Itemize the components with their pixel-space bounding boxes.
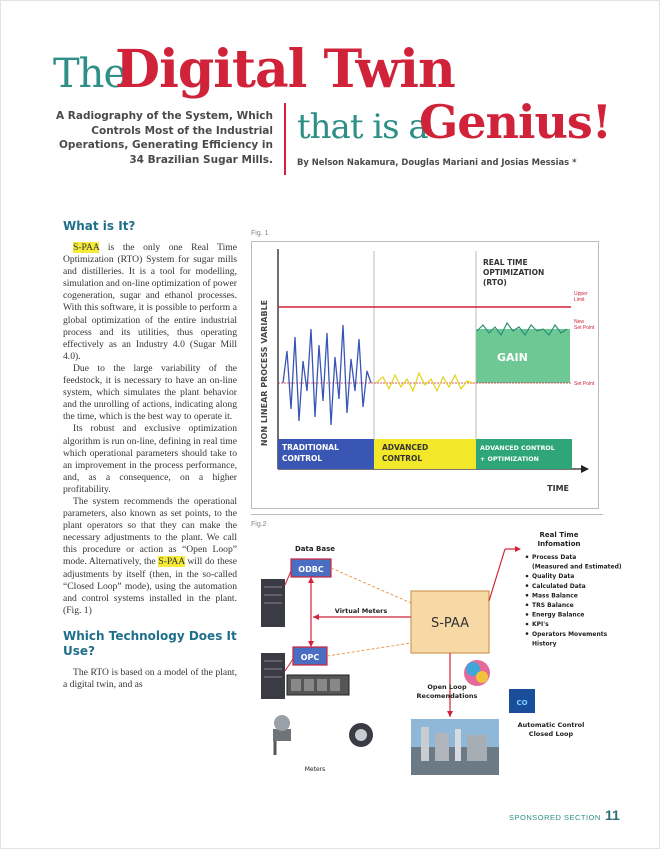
fig2-virtual-meters-label: Virtual Meters xyxy=(334,607,388,615)
fig2-info-list xyxy=(526,554,622,647)
fig2-info-item: KPI's xyxy=(532,621,549,629)
fig2-meters-label: Meters xyxy=(304,766,326,773)
paragraph xyxy=(63,242,237,363)
fig2-info-item: Operators Movements xyxy=(532,630,608,638)
section-heading-technology: Which Technology Does It Use? xyxy=(63,628,237,658)
fig2-controller-module xyxy=(291,679,301,691)
fig2-info-item: Process Data xyxy=(532,554,577,561)
fig2-opc-label: OPC xyxy=(300,653,320,662)
title-line-1 xyxy=(53,39,643,99)
fig1-rto-title-3: (RTO) xyxy=(483,278,507,287)
article-column xyxy=(63,219,237,691)
fig1-gain-label: GAIN xyxy=(497,351,528,364)
fig2-info-bullet xyxy=(526,623,529,626)
fig2-arrowhead xyxy=(313,614,319,620)
fig2-info-bullet xyxy=(526,632,529,635)
fig1-new-set-point-label-1: New xyxy=(574,319,585,325)
fig2-plant-tower xyxy=(435,733,449,761)
fig2-info-item: Mass Balance xyxy=(532,592,578,600)
fig1-label: Fig. 1 xyxy=(251,230,269,237)
fig2-plant-tower xyxy=(421,727,429,761)
fig2-auto-control-label-1: Automatic Control xyxy=(517,721,585,729)
fig2-info-bullet xyxy=(526,613,529,616)
fig2-rti-link xyxy=(489,549,505,601)
article-body xyxy=(63,242,237,617)
fig2-info-item: (Measured and Estimated) xyxy=(532,563,622,571)
fig2-rti-label-2: Infomation xyxy=(537,540,581,548)
title-genius: Genius! xyxy=(419,95,612,149)
fig2-meter-gauge-icon xyxy=(274,715,290,731)
fig1-rto-title-2: OPTIMIZATION xyxy=(483,268,545,277)
figure-divider xyxy=(251,514,603,515)
fig1-advanced-label-1: ADVANCED xyxy=(382,443,429,452)
fig2-arrowhead xyxy=(515,546,521,552)
paragraph: Due to the large variability of the feedstock, it is necessary to have an on-line system, which simulates the plant behavior and the unrolling of actions, indicating along the time, which is the best way to operate it. xyxy=(63,362,237,423)
fig2-info-bullet xyxy=(526,604,529,607)
fig2-info-item: Calculated Data xyxy=(532,582,586,590)
fig2-open-loop-label-2: Recomendations xyxy=(416,692,478,700)
footer-section-label: SPONSORED SECTION xyxy=(509,813,601,822)
fig2-color-wheel-segment xyxy=(476,671,488,683)
fig2-meter-sensor-face xyxy=(355,729,367,741)
fig2-plant-tower xyxy=(467,735,487,761)
fig1-upper-limit-label-1: Upper xyxy=(574,291,588,297)
fig2-info-item: Quality Data xyxy=(532,573,575,581)
fig2-controller-module xyxy=(304,679,314,691)
paragraph xyxy=(63,496,237,617)
fig2-connector xyxy=(285,571,291,585)
highlighted-term: S-PAA xyxy=(158,556,185,568)
fig2-plant-tower xyxy=(455,729,461,761)
paragraph: The RTO is based on a model of the plant, a digital twin, and as xyxy=(63,666,237,690)
section-heading-what-is-it: What is It? xyxy=(63,219,136,233)
fig1-x-axis-label: TIME xyxy=(547,484,569,493)
fig1-advopt-band xyxy=(476,439,572,469)
fig2-odbc-label: ODBC xyxy=(298,565,324,574)
paragraph-text: is the only one Real Time Optimization (RTO) System for sugar mills and distilleries. It is a tool for modelling, simulation and on-line optimization of power cogeneration, sugar and ethanol processes. With this software, it is possible to perform a global optimization of the entire industrial process and its utilities, thus operating effectively as an Industry 4.0 (Sugar Mill 4.0). xyxy=(63,242,237,362)
subtitle: A Radiography of the System, Which Controls Most of the Industrial Operations, Generating Efficiency in 34 Brazilian Sugar Mills. xyxy=(56,110,273,166)
fig1-advopt-label-1: ADVANCED CONTROL xyxy=(480,445,555,452)
fig2-arrowhead xyxy=(308,577,314,583)
fig1-diagram xyxy=(251,241,599,509)
fig2-arrowhead xyxy=(447,711,453,717)
fig2-spaa-label: S-PAA xyxy=(430,616,470,631)
fig2-rti-label-1: Real Time xyxy=(539,531,579,539)
fig2-info-bullet xyxy=(526,575,529,578)
fig2-opc-spaa-link xyxy=(327,643,411,656)
fig2-diagram xyxy=(251,521,622,789)
fig2-info-bullet xyxy=(526,594,529,597)
fig1-set-point-label: Set Point xyxy=(574,381,595,387)
paragraph-text: The system recommends the operational parameters, also known as set points, to the plant operators so that they can make the necessary adjustments to the plant. We call this procedure or action as “Open Loop” mode. Alternatively, the xyxy=(63,495,237,568)
fig2-info-item: History xyxy=(532,640,557,648)
fig2-data-base-label: Data Base xyxy=(295,545,336,553)
fig2-label: Fig.2 xyxy=(251,521,267,528)
fig2-controller-module xyxy=(317,679,327,691)
fig1-advopt-label-2: + OPTIMIZATION xyxy=(480,456,539,463)
fig2-arrowhead xyxy=(308,641,314,647)
paragraph: Its robust and exclusive optimization algorithm is run on-line, defining in real time which operational parameters should take to an improvement in the process performance, and, as a consequence, on a higher profitability. xyxy=(63,423,237,495)
page-number: 11 xyxy=(605,807,620,823)
title-the: The xyxy=(53,51,127,97)
paragraph-text: will do these adjustments by itself (then, in the so-called “Closed Loop” mode), using the automation and control systems installed in the plant. (Fig. 1) xyxy=(63,556,237,616)
fig2-info-item: TRS Balance xyxy=(532,602,574,609)
fig2-odbc-spaa-link xyxy=(331,568,411,603)
fig1-traditional-label-1: TRADITIONAL xyxy=(282,443,339,452)
fig2-open-loop-label-1: Open Loop xyxy=(427,683,467,691)
fig2-controller-module xyxy=(330,679,340,691)
fig1-rto-title-1: REAL TIME xyxy=(483,258,528,267)
fig2-server-icon xyxy=(261,653,285,699)
fig2-auto-control-label-2: Closed Loop xyxy=(528,730,574,738)
article-body-2 xyxy=(63,667,237,691)
fig2-co-label: CO xyxy=(516,699,528,707)
title-line-2 xyxy=(291,95,651,153)
fig2-info-bullet xyxy=(526,584,529,587)
fig1-advanced-label-2: CONTROL xyxy=(382,454,423,463)
byline: By Nelson Nakamura, Douglas Mariani and Josias Messias * xyxy=(297,157,577,167)
fig2-info-item: Energy Balance xyxy=(532,611,585,619)
fig1-y-axis-label: NON LINEAR PROCESS VARIABLE xyxy=(260,299,269,447)
title-divider xyxy=(284,103,286,175)
fig1-traditional-label-2: CONTROL xyxy=(282,454,323,463)
fig1-new-set-point-label-2: Set Point xyxy=(574,325,595,331)
fig1-upper-limit-label-2: Limit xyxy=(574,297,585,303)
title-that-is-a: that is a xyxy=(297,107,428,147)
fig2-connector xyxy=(285,659,293,671)
highlighted-term: S-PAA xyxy=(73,242,100,253)
fig2-info-bullet xyxy=(526,556,529,559)
title-digital-twin: Digital Twin xyxy=(115,39,455,100)
